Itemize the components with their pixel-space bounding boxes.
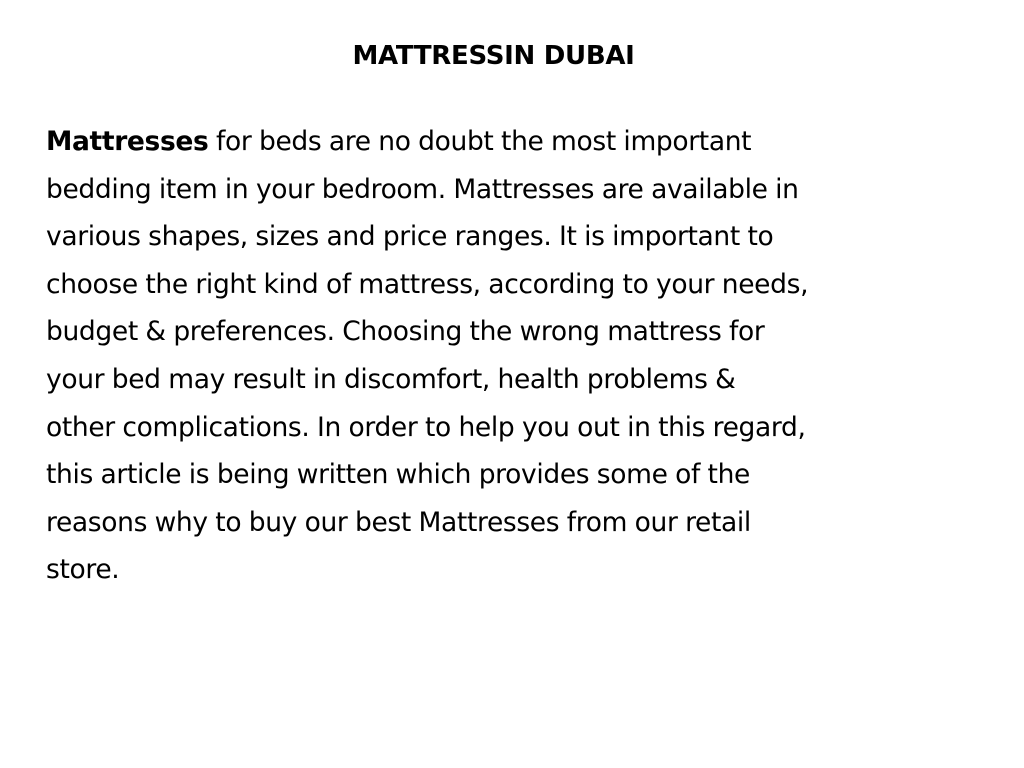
- paragraph-line: choose the right kind of mattress, according to your needs,: [46, 268, 809, 300]
- line-text: for beds are no doubt the most important: [208, 126, 752, 157]
- paragraph-line: [46, 118, 1021, 166]
- lead-word: Mattresses: [46, 126, 209, 157]
- paragraph-line: budget & preferences. Choosing the wrong mattress for: [46, 316, 765, 348]
- body-paragraph: [46, 118, 1021, 594]
- paragraph-line: your bed may result in discomfort, health problems &: [46, 363, 736, 395]
- paragraph-line: reasons why to buy our best Mattresses from our retail: [46, 506, 751, 538]
- paragraph-line: bedding item in your bedroom. Mattresses are available in: [46, 173, 799, 205]
- paragraph-line: various shapes, sizes and price ranges. It is important to: [46, 221, 774, 253]
- paragraph-line: this article is being written which provides some of the: [46, 459, 750, 491]
- paragraph-line: store.: [46, 554, 120, 586]
- paragraph-line: other complications. In order to help you out in this regard,: [46, 411, 806, 443]
- slide-title: MATTRESSIN DUBAI: [352, 41, 635, 71]
